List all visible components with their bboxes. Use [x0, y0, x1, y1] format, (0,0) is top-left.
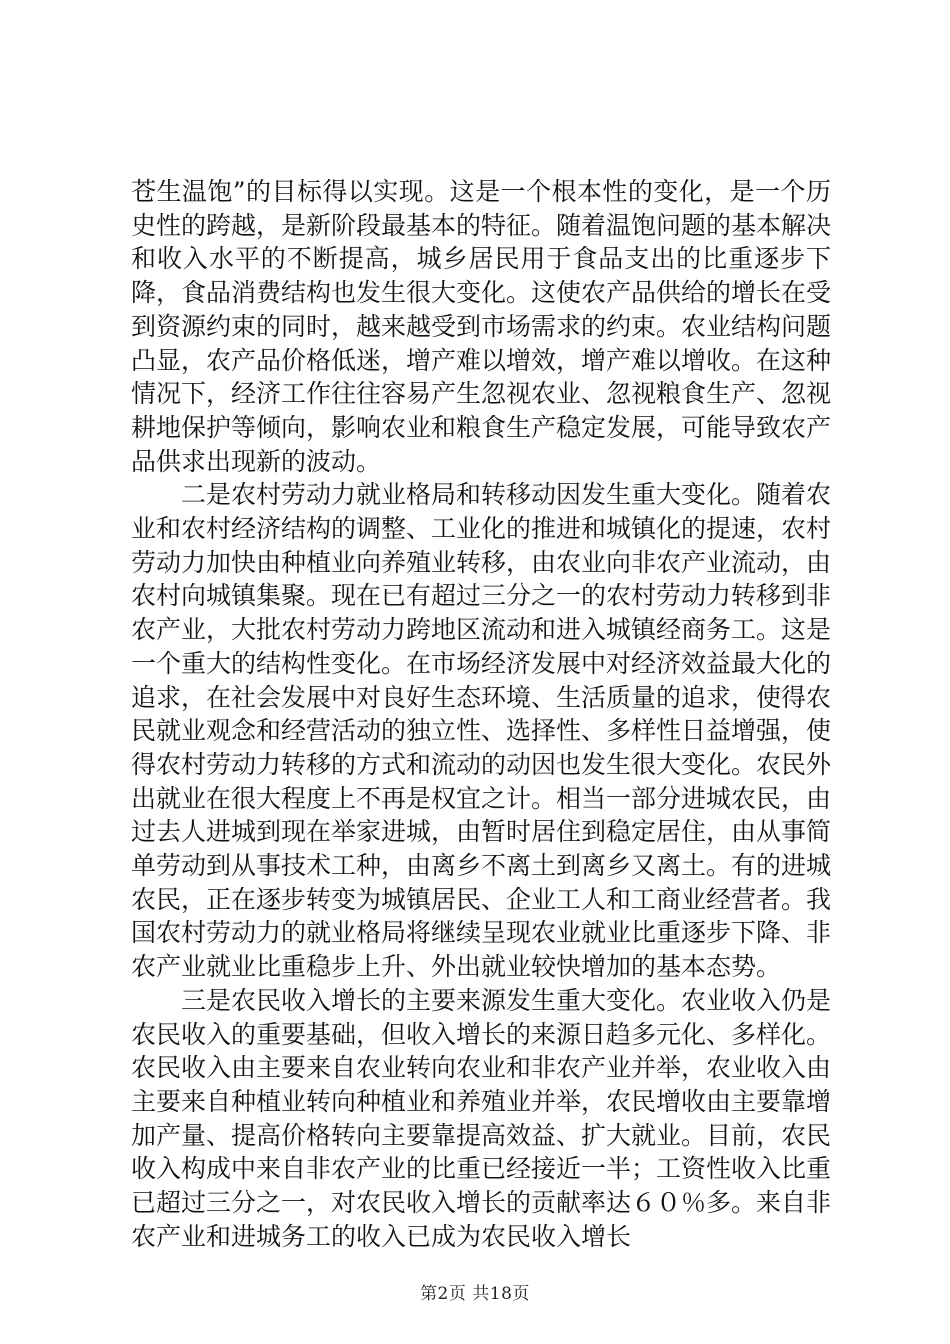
paragraph-1: 苍生温饱”的目标得以实现。这是一个根本性的变化，是一个历史性的跨越，是新阶段最基本的特征。随着温饱问题的基本解决和收入水平的不断提高，城乡居民用于食品支出的比重逐步下降，食品消费结构也发生很大变化。这使农产品供给的增长在受到资源约束的同时，越来越受到市场需求的约束。农业结构问题凸显，农产品价格低迷，增产难以增效，增产难以增收。在这种情况下，经济工作往往容易产生忽视农业、忽视粮食生产、忽视耕地保护等倾向，影响农业和粮食生产稳定发展，可能导致农产品供求出现新的波动。	[131, 177, 832, 476]
page-footer: 第2页 共18页	[420, 1284, 530, 1304]
paragraph-3: 三是农民收入增长的主要来源发生重大变化。农业收入仍是农民收入的重要基础，但收入增长的来源日趋多元化、多样化。农民收入由主要来自农业转向农业和非农产业并举，农业收入由主要来自种植业转向种植业和养殖业并举，农民增收由主要靠增加产量、提高价格转向主要靠提高效益、扩大就业。目前，农民收入构成中来自非农产业的比重已经接近一半；工资性收入比重已超过三分之一，对农民收入增长的贡献率达６０％多。来自非农产业和进城务工的收入已成为农民收入增长	[131, 985, 832, 1251]
document-body	[131, 175, 831, 1254]
paragraph-2: 二是农村劳动力就业格局和转移动因发生重大变化。随着农业和农村经济结构的调整、工业化的推进和城镇化的提速，农村劳动力加快由种植业向养殖业转移，由农业向非农产业流动，由农村向城镇集聚。现在已有超过三分之一的农村劳动力转移到非农产业，大批农村劳动力跨地区流动和进入城镇经商务工。这是一个重大的结构性变化。在市场经济发展中对经济效益最大化的追求，在社会发展中对良好生态环境、生活质量的追求，使得农民就业观念和经营活动的独立性、选择性、多样性日益增强，使得农村劳动力转移的方式和流动的动因也发生很大变化。农民外出就业在很大程度上不再是权宜之计。相当一部分进城农民，由过去人进城到现在举家进城，由暂时居住到稳定居住，由从事简单劳动到从事技术工种，由离乡不离土到离乡又离土。有的进城农民，正在逐步转变为城镇居民、企业工人和工商业经营者。我国农村劳动力的就业格局将继续呈现农业就业比重逐步下降、非农产业就业比重稳步上升、外出就业较快增加的基本态势。	[131, 480, 832, 982]
